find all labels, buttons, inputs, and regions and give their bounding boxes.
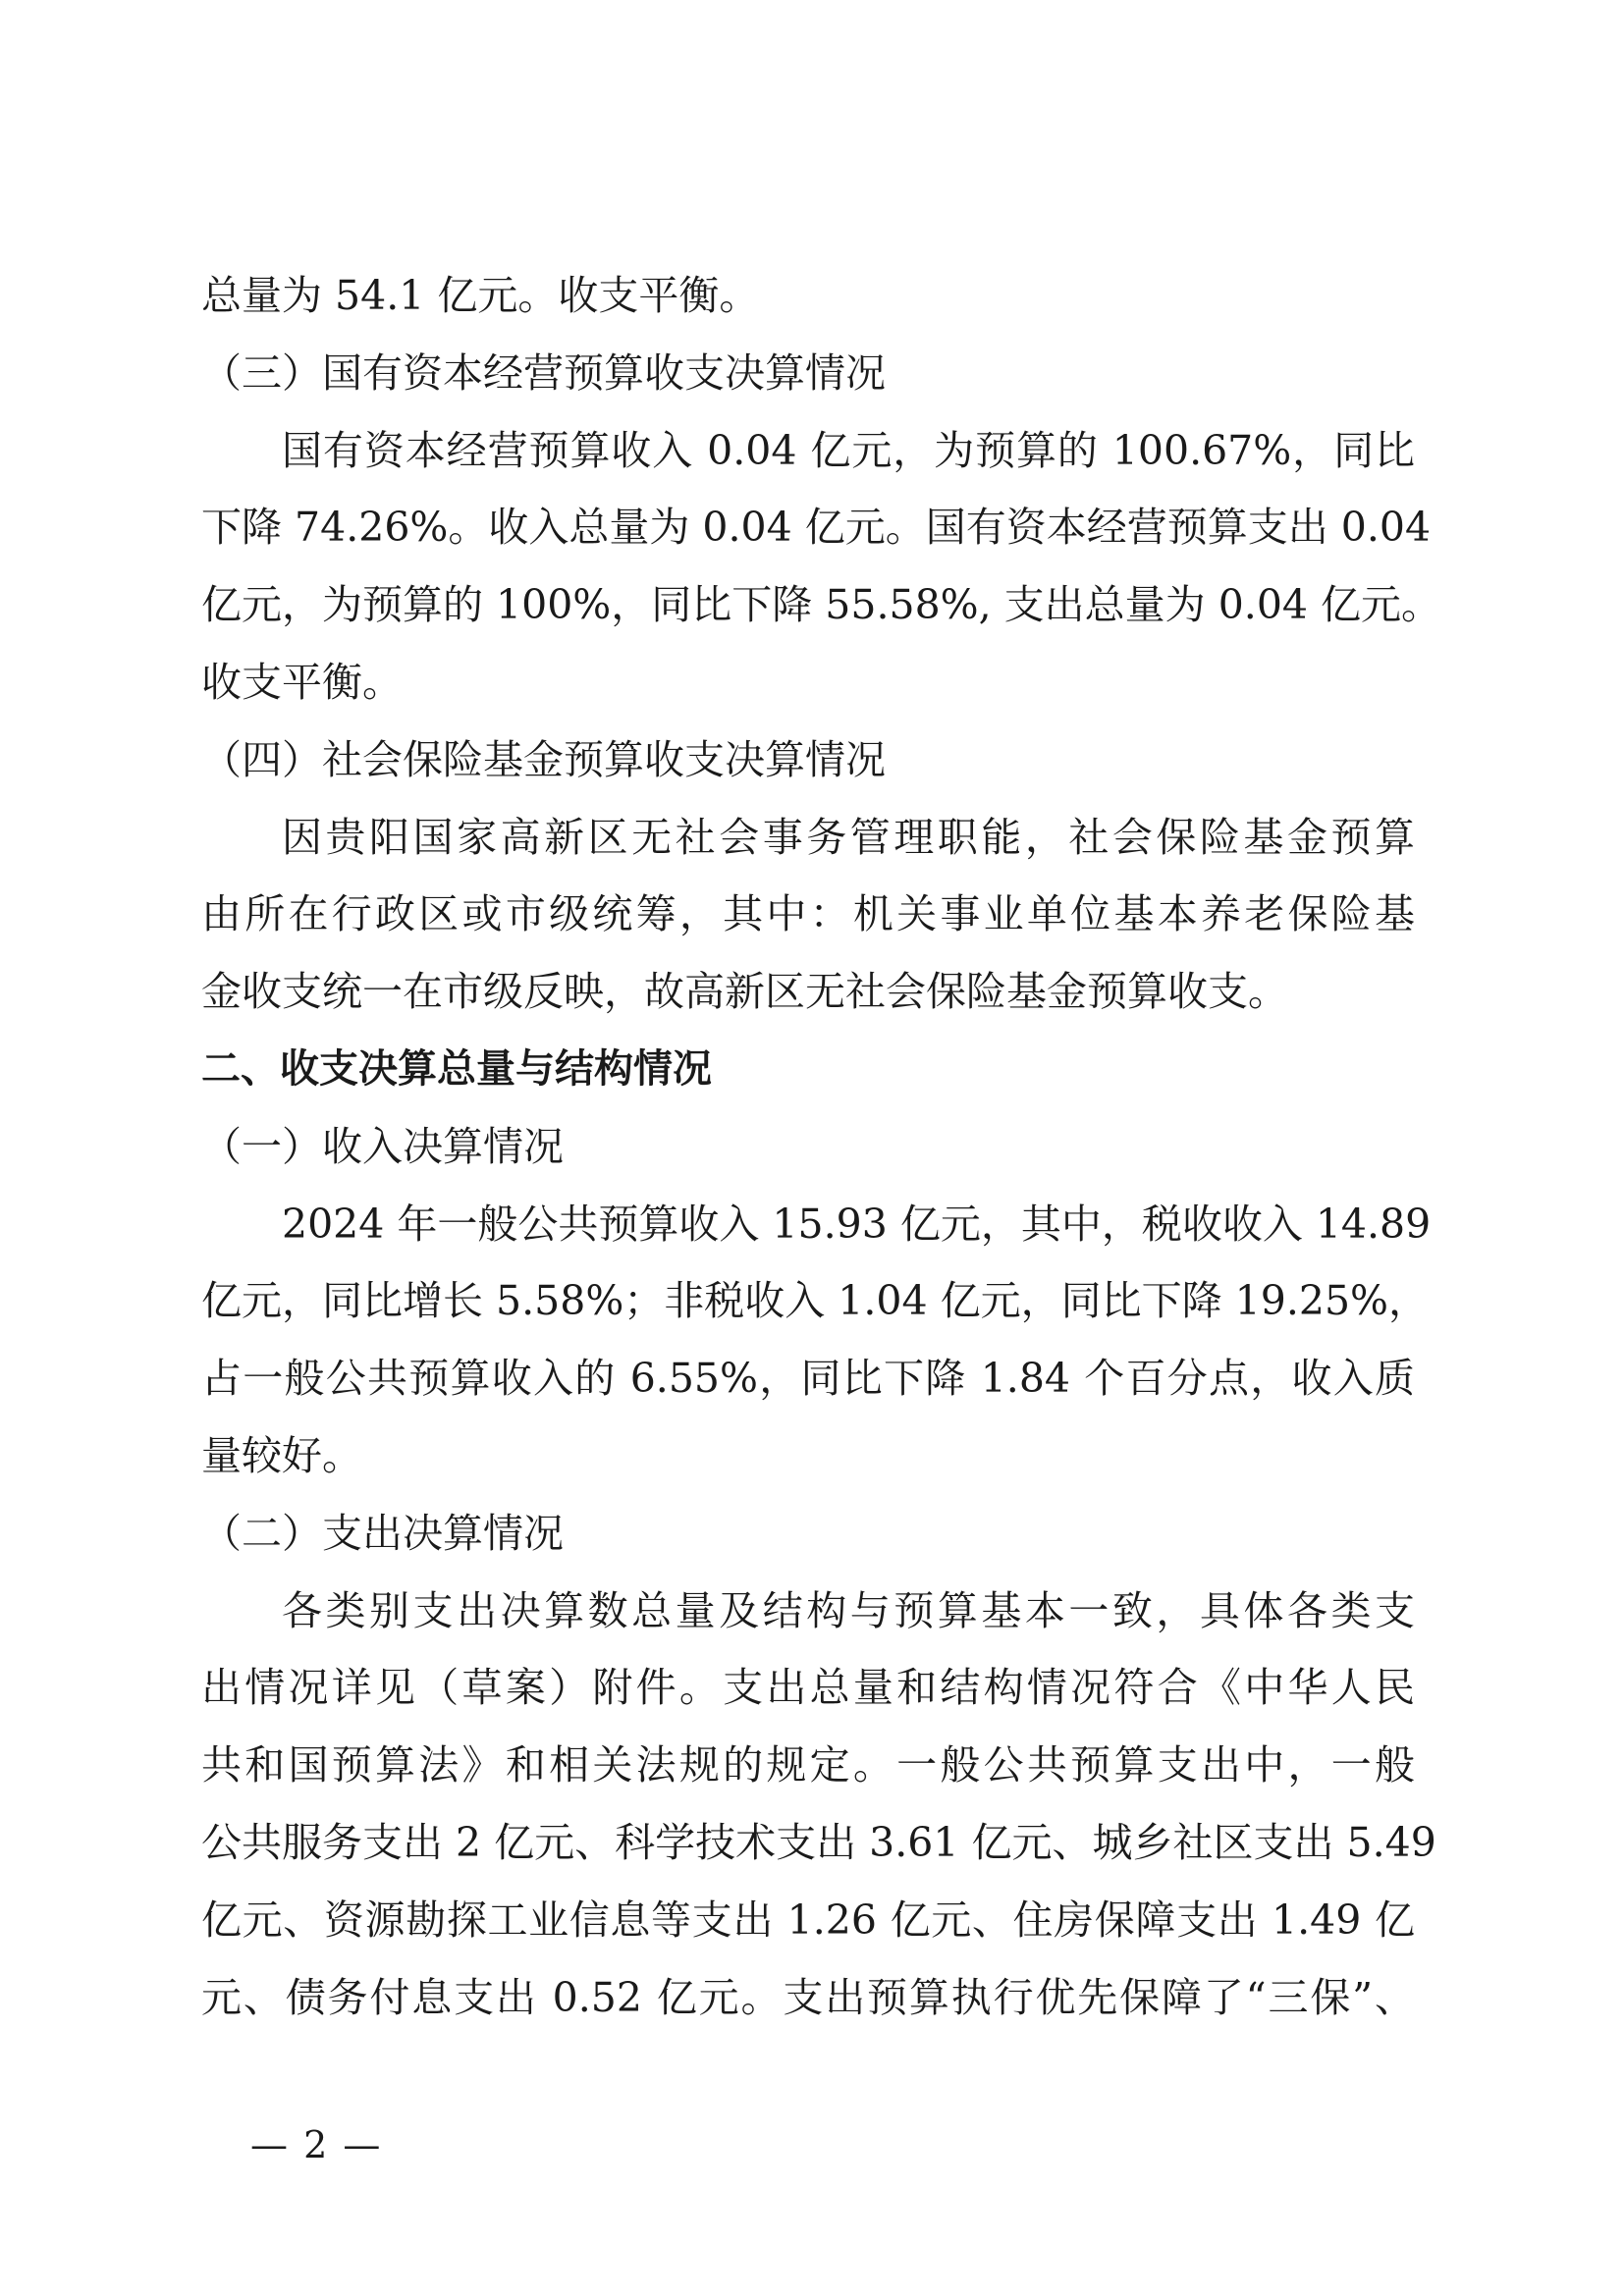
paragraph-social-insurance	[201, 799, 1415, 1031]
text-line: 2024 年一般公共预算收入 15.93 亿元，其中，税收收入 14.89	[282, 1200, 1432, 1248]
page-number: — 2 —	[250, 2123, 383, 2166]
text-line: 各类别支出决算数总量及结构与预算基本一致，具体各类支	[282, 1586, 1415, 1634]
text-line: 收支平衡。	[201, 658, 403, 706]
section-heading-4: （四）社会保险基金预算收支决算情况	[201, 735, 886, 783]
paragraph-state-capital	[201, 412, 1442, 721]
paragraph-income	[201, 1186, 1432, 1495]
text-line: 国有资本经营预算收入 0.04 亿元，为预算的 100.67%，同比	[282, 426, 1415, 474]
text-line: 因贵阳国家高新区无社会事务管理职能，社会保险基金预算	[282, 813, 1415, 861]
section-heading-3: （三）国有资本经营预算收支决算情况	[201, 348, 886, 397]
paragraph-continuation	[201, 257, 1415, 335]
document-body	[201, 257, 1442, 2036]
paragraph-expenditure	[201, 1573, 1436, 2037]
text-line: 共和国预算法》和相关法规的规定。一般公共预算支出中，一般	[201, 1741, 1415, 1789]
text-line: 元、债务付息支出 0.52 亿元。支出预算执行优先保障了“三保”、	[201, 1973, 1415, 2021]
text-line: 亿元，为预算的 100%，同比下降 55.58%, 支出总量为 0.04 亿元。	[201, 581, 1442, 629]
text-line: 总量为 54.1 亿元。收支平衡。	[201, 272, 760, 319]
text-line: 量较好。	[201, 1431, 362, 1479]
section-heading-expenditure: （二）支出决算情况	[201, 1509, 564, 1557]
text-line: 金收支统一在市级反映，故高新区无社会保险基金预算收支。	[201, 968, 1288, 1016]
text-line: 下降 74.26%。收入总量为 0.04 亿元。国有资本经营预算支出 0.04	[201, 504, 1432, 552]
text-line: 占一般公共预算收入的 6.55%，同比下降 1.84 个百分点，收入质	[201, 1355, 1415, 1403]
text-line: 由所在行政区或市级统筹，其中：机关事业单位基本养老保险基	[201, 890, 1415, 938]
chapter-heading-2: 二、收支决算总量与结构情况	[201, 1045, 712, 1092]
text-line: 出情况详见（草案）附件。支出总量和结构情况符合《中华人民	[201, 1664, 1415, 1712]
text-line: 亿元、资源勘探工业信息等支出 1.26 亿元、住房保障支出 1.49 亿	[201, 1896, 1415, 1944]
text-line: 公共服务支出 2 亿元、科学技术支出 3.61 亿元、城乡社区支出 5.49	[201, 1818, 1436, 1866]
text-line: 亿元，同比增长 5.58%；非税收入 1.04 亿元，同比下降 19.25%，	[201, 1277, 1429, 1325]
section-heading-income: （一）收入决算情况	[201, 1122, 564, 1170]
